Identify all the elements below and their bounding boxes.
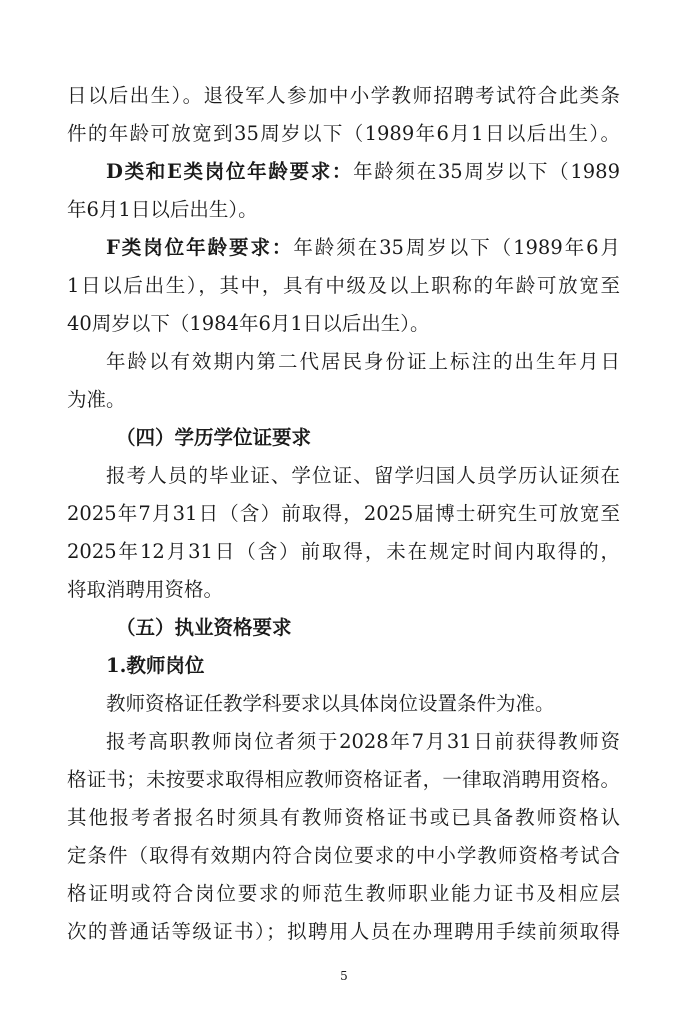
section-heading-education: （四）学历学位证要求 [116, 426, 312, 449]
body-line-8: 年龄以有效期内第二代居民身份证上标注的出生年月日 [106, 350, 620, 373]
age-requirement-de-text: 年龄须在35周岁以下（1989 [353, 160, 620, 183]
body-line-19: 格证书；未按要求取得相应教师资格证者，一律取消聘用资格。 [67, 768, 620, 791]
body-line-21: 定条件（取得有效期内符合岗位要求的中小学教师资格考试合 [67, 844, 620, 867]
age-requirement-f-heading: F类岗位年龄要求： [106, 236, 294, 259]
body-line-18: 报考高职教师岗位者须于2028年7月31日前获得教师资 [106, 730, 620, 753]
body-line-2: 件的年龄可放宽到35周岁以下（1989年6月1日以后出生）。 [67, 122, 620, 145]
body-line-14: 将取消聘用资格。 [67, 578, 224, 601]
body-line-1: 日以后出生）。退役军人参加中小学教师招聘考试符合此类条 [67, 84, 620, 107]
body-line-9: 为准。 [67, 388, 126, 411]
age-requirement-f-text: 年龄须在35周岁以下（1989年6月 [293, 236, 620, 259]
body-line-6: 1日以后出生），其中，具有中级及以上职称的年龄可放宽至 [67, 274, 620, 297]
body-line-13: 2025年12月31日（含）前取得，未在规定时间内取得的， [67, 540, 620, 563]
body-line-20: 其他报考者报名时须具有教师资格证书或已具备教师资格认 [67, 806, 620, 829]
body-line-12: 2025年7月31日（含）前取得，2025届博士研究生可放宽至 [67, 502, 620, 525]
section-heading-qualification: （五）执业资格要求 [116, 616, 292, 639]
body-line-11: 报考人员的毕业证、学位证、留学归国人员学历认证须在 [106, 464, 620, 487]
subsection-heading-teacher: 1.教师岗位 [106, 654, 205, 677]
body-line-23: 次的普通话等级证书）；拟聘用人员在办理聘用手续前须取得 [67, 920, 620, 943]
body-line-17: 教师资格证任教学科要求以具体岗位设置条件为准。 [106, 692, 555, 715]
age-requirement-de-heading: D类和E类岗位年龄要求： [106, 160, 354, 183]
body-line-22: 格证明或符合岗位要求的师范生教师职业能力证书及相应层 [67, 882, 620, 905]
body-line-4: 年6月1日以后出生）。 [67, 198, 258, 221]
body-line-7: 40周岁以下（1984年6月1日以后出生）。 [67, 312, 430, 335]
age-requirement-f-line [67, 231, 620, 265]
page-number: 5 [340, 969, 348, 983]
age-requirement-de-line [67, 155, 620, 189]
